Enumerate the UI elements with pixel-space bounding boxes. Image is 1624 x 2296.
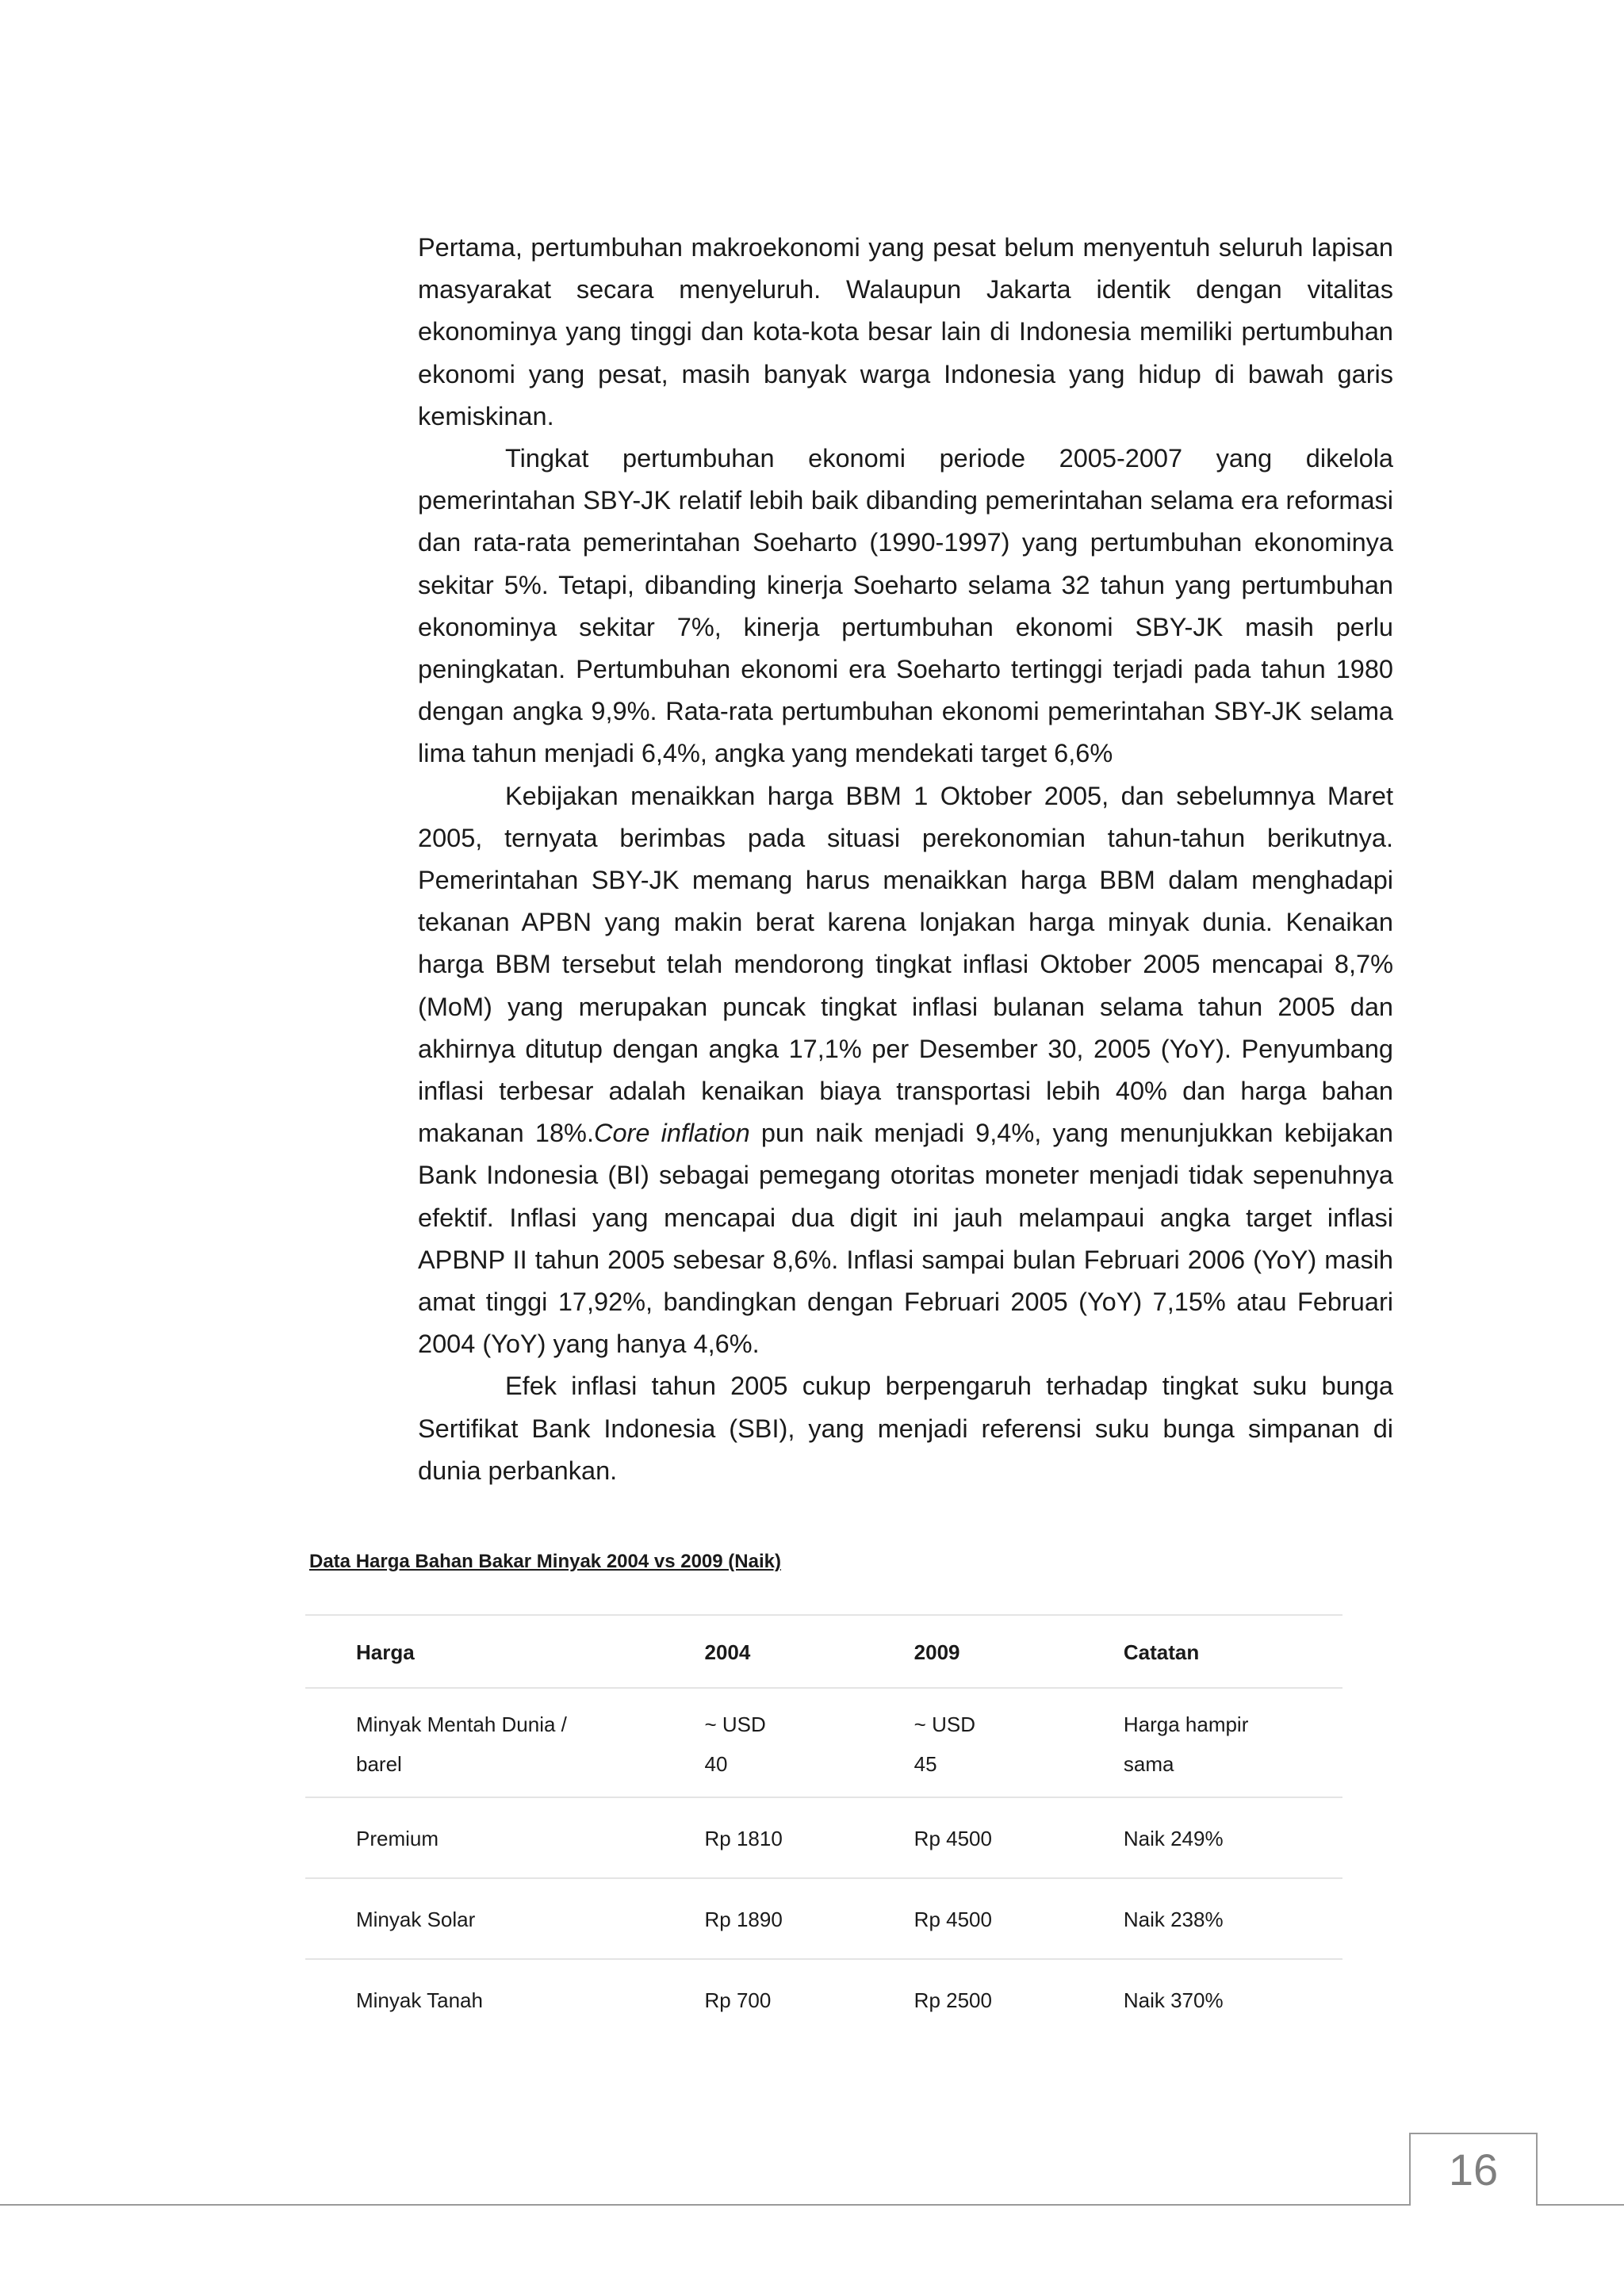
cell-2004: Rp 1810 [704, 1797, 914, 1878]
table-header-row [305, 1615, 1342, 1688]
cell-line: 40 [704, 1752, 728, 1776]
cell-2009: Rp 4500 [914, 1797, 1124, 1878]
cell-catatan [1124, 1688, 1342, 1797]
core-inflation-term: Core inflation [593, 1119, 750, 1148]
cell-catatan: Naik 249% [1124, 1797, 1342, 1878]
cell-2009: Rp 4500 [914, 1878, 1124, 1959]
column-header-catatan: Catatan [1124, 1615, 1342, 1688]
cell-line: ~ USD [914, 1712, 975, 1736]
cell-2009: Rp 2500 [914, 1959, 1124, 2039]
paragraph-1: Pertama, pertumbuhan makroekonomi yang pesat belum menyentuh seluruh lapisan masyarakat secara menyeluruh. Walaupun Jakarta identik dengan vitalitas ekonominya yang tinggi dan kota-kota besar lain di Indonesia memiliki pertumbuhan ekonomi yang pesat, masih banyak warga Indonesia yang hidup di bawah garis kemiskinan. [418, 233, 1393, 430]
table-row [305, 1688, 1342, 1797]
page-number-box [1409, 2133, 1538, 2206]
paragraph-3-part-1: Kebijakan menaikkan harga BBM 1 Oktober 2005, dan sebelumnya Maret 2005, ternyata berimbas pada situasi perekonomian tahun-tahun berikutnya. Pemerintahan SBY-JK memang harus menaikkan harga BBM dalam menghadapi tekanan APBN yang makin berat karena lonjakan harga minyak dunia. Kenaikan harga BBM tersebut telah mendorong tingkat inflasi Oktober 2005 mencapai 8,7% (MoM) yang merupakan puncak tingkat inflasi bulanan selama tahun 2005 dan akhirnya ditutup dengan angka 17,1% per Desember 30, 2005 (YoY). Penyumbang inflasi terbesar adalah kenaikan biaya transportasi lebih 40% dan harga bahan makanan 18%. [418, 781, 1393, 1148]
table-caption: Data Harga Bahan Bakar Minyak 2004 vs 2009 (Naik) [309, 1551, 781, 1572]
paragraph-4: Efek inflasi tahun 2005 cukup berpengaruh terhadap tingkat suku bunga Sertifikat Bank Indonesia (SBI), yang menjadi referensi suku bunga simpanan di dunia perbankan. [418, 1372, 1393, 1485]
table-row [305, 1797, 1342, 1878]
cell-line: sama [1123, 1752, 1174, 1776]
footer-divider [0, 2204, 1624, 2206]
table-row [305, 1959, 1342, 2039]
cell-line: ~ USD [704, 1712, 766, 1736]
cell-catatan: Naik 238% [1124, 1878, 1342, 1959]
cell-harga: Minyak Tanah [305, 1959, 704, 2039]
paragraph-2: Tingkat pertumbuhan ekonomi periode 2005-2007 yang dikelola pemerintahan SBY-JK relatif lebih baik dibanding pemerintahan selama era reformasi dan rata-rata pemerintahan Soeharto (1990-1997) yang pertumbuhan ekonominya sekitar 5%. Tetapi, dibanding kinerja Soeharto selama 32 tahun yang pertumbuhan ekonominya sekitar 7%, kinerja pertumbuhan ekonomi SBY-JK masih perlu peningkatan. Pertumbuhan ekonomi era Soeharto tertinggi terjadi pada tahun 1980 dengan angka 9,9%. Rata-rata pertumbuhan ekonomi pemerintahan SBY-JK selama lima tahun menjadi 6,4%, angka yang mendekati target 6,6% [418, 444, 1393, 768]
cell-harga [305, 1688, 704, 1797]
cell-line: Harga hampir [1123, 1712, 1249, 1736]
page-number: 16 [1448, 2145, 1499, 2195]
column-header-2009: 2009 [914, 1615, 1124, 1688]
table-row [305, 1878, 1342, 1959]
cell-2009 [914, 1688, 1124, 1797]
cell-line: barel [356, 1752, 402, 1776]
cell-line: 45 [914, 1752, 937, 1776]
fuel-price-table [305, 1614, 1342, 2039]
cell-harga: Minyak Solar [305, 1878, 704, 1959]
paragraph-3 [418, 775, 1393, 1366]
cell-line: Minyak Mentah Dunia / [356, 1712, 567, 1736]
column-header-harga: Harga [305, 1615, 704, 1688]
body-text [418, 227, 1393, 1492]
cell-2004: Rp 1890 [704, 1878, 914, 1959]
cell-catatan: Naik 370% [1124, 1959, 1342, 2039]
cell-harga: Premium [305, 1797, 704, 1878]
column-header-2004: 2004 [704, 1615, 914, 1688]
cell-2004: Rp 700 [704, 1959, 914, 2039]
paragraph-3-part-2: pun naik menjadi 9,4%, yang menunjukkan kebijakan Bank Indonesia (BI) sebagai pemegang otoritas moneter menjadi tidak sepenuhnya efektif. Inflasi yang mencapai dua digit ini jauh melampaui angka target inflasi APBNP II tahun 2005 sebesar 8,6%. Inflasi sampai bulan Februari 2006 (YoY) masih amat tinggi 17,92%, bandingkan dengan Februari 2005 (YoY) 7,15% atau Februari 2004 (YoY) yang hanya 4,6%. [418, 1119, 1393, 1359]
cell-2004 [704, 1688, 914, 1797]
